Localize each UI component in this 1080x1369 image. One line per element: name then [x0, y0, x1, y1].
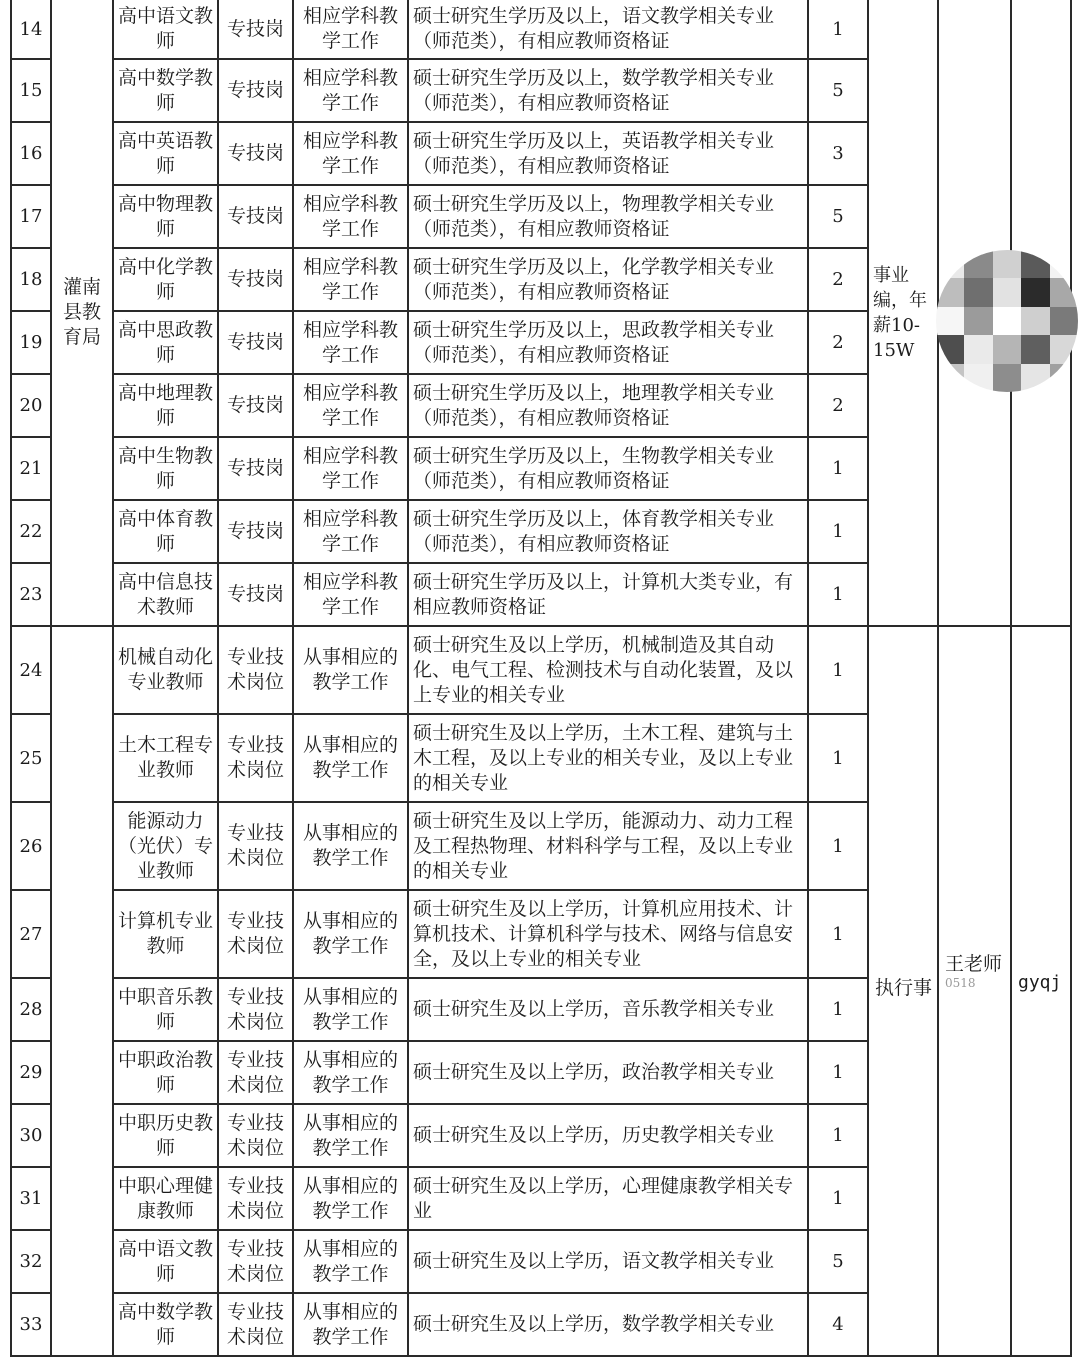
- position-title: 中职心理健康教师: [113, 1167, 218, 1230]
- position-title: 高中生物教师: [113, 437, 218, 500]
- position-title: 高中数学教师: [113, 59, 218, 122]
- position-title: 高中语文教师: [113, 0, 218, 59]
- post-type: 专业技术岗位: [218, 1041, 293, 1104]
- duty-description: 从事相应的教学工作: [293, 1293, 408, 1356]
- row-number: 24: [11, 626, 51, 714]
- requirements: 硕士研究生及以上学历，心理健康教学相关专业: [408, 1167, 808, 1230]
- blurred-qr-code: [936, 250, 1078, 392]
- row-number: 23: [11, 563, 51, 626]
- duty-description: 从事相应的教学工作: [293, 1167, 408, 1230]
- requirements: 硕士研究生学历及以上，英语教学相关专业（师范类），有相应教师资格证: [408, 122, 808, 185]
- post-type: 专业技术岗位: [218, 890, 293, 978]
- duty-description: 相应学科教学工作: [293, 500, 408, 563]
- row-number: 28: [11, 978, 51, 1041]
- post-type: 专技岗: [218, 122, 293, 185]
- contact-name: 王老师: [945, 953, 1003, 975]
- post-type: 专业技术岗位: [218, 802, 293, 890]
- row-number: 25: [11, 714, 51, 802]
- headcount: 1: [808, 0, 868, 59]
- headcount: 1: [808, 437, 868, 500]
- position-title: 计算机专业教师: [113, 890, 218, 978]
- exec-label: 执行事: [875, 977, 933, 999]
- row-number: 17: [11, 185, 51, 248]
- duty-description: 相应学科教学工作: [293, 248, 408, 311]
- requirements: 硕士研究生学历及以上，生物教学相关专业（师范类），有相应教师资格证: [408, 437, 808, 500]
- contact-cell: [938, 626, 1011, 1356]
- duty-description: 相应学科教学工作: [293, 122, 408, 185]
- post-type: 专技岗: [218, 374, 293, 437]
- requirements: 硕士研究生学历及以上，化学教学相关专业（师范类），有相应教师资格证: [408, 248, 808, 311]
- post-type: 专业技术岗位: [218, 714, 293, 802]
- row-number: 33: [11, 1293, 51, 1356]
- requirements: 硕士研究生及以上学历，政治教学相关专业: [408, 1041, 808, 1104]
- post-type: 专技岗: [218, 248, 293, 311]
- duty-description: 从事相应的教学工作: [293, 626, 408, 714]
- position-title: 中职政治教师: [113, 1041, 218, 1104]
- headcount: 3: [808, 122, 868, 185]
- position-title: 能源动力（光伏）专业教师: [113, 802, 218, 890]
- position-title: 中职音乐教师: [113, 978, 218, 1041]
- post-type: 专业技术岗位: [218, 978, 293, 1041]
- position-title: 高中思政教师: [113, 311, 218, 374]
- requirements: 硕士研究生及以上学历，计算机应用技术、计算机技术、计算机科学与技术、网络与信息安全，及以上专业的相关专业: [408, 890, 808, 978]
- position-title: 高中信息技术教师: [113, 563, 218, 626]
- headcount: 4: [808, 1293, 868, 1356]
- headcount: 1: [808, 626, 868, 714]
- post-type: 专技岗: [218, 437, 293, 500]
- headcount: 1: [808, 500, 868, 563]
- row-number: 22: [11, 500, 51, 563]
- headcount: 1: [808, 802, 868, 890]
- duty-description: 相应学科教学工作: [293, 563, 408, 626]
- requirements: 硕士研究生及以上学历，能源动力、动力工程及工程热物理、材料科学与工程，及以上专业的相关专业: [408, 802, 808, 890]
- position-title: 高中体育教师: [113, 500, 218, 563]
- row-number: 30: [11, 1104, 51, 1167]
- post-type: 专技岗: [218, 59, 293, 122]
- position-title: 高中化学教师: [113, 248, 218, 311]
- duty-description: 相应学科教学工作: [293, 0, 408, 59]
- headcount: 5: [808, 59, 868, 122]
- row-number: 27: [11, 890, 51, 978]
- row-number: 29: [11, 1041, 51, 1104]
- post-type: 专业技术岗位: [218, 626, 293, 714]
- recruitment-table: [10, 0, 1072, 1357]
- requirements: 硕士研究生学历及以上，计算机大类专业，有相应教师资格证: [408, 563, 808, 626]
- headcount: 5: [808, 185, 868, 248]
- post-type: 专技岗: [218, 0, 293, 59]
- position-title: 机械自动化专业教师: [113, 626, 218, 714]
- row-number: 32: [11, 1230, 51, 1293]
- row-number: 14: [11, 0, 51, 59]
- requirements: 硕士研究生学历及以上，数学教学相关专业（师范类），有相应教师资格证: [408, 59, 808, 122]
- duty-description: 相应学科教学工作: [293, 59, 408, 122]
- requirements: 硕士研究生及以上学历，机械制造及其自动化、电气工程、检测技术与自动化装置，及以上专业的相关专业: [408, 626, 808, 714]
- code-text: gyqj: [1018, 972, 1062, 993]
- duty-description: 从事相应的教学工作: [293, 714, 408, 802]
- headcount: 1: [808, 978, 868, 1041]
- duty-description: 相应学科教学工作: [293, 311, 408, 374]
- headcount: 2: [808, 248, 868, 311]
- row-number: 20: [11, 374, 51, 437]
- headcount: 5: [808, 1230, 868, 1293]
- post-type: 专业技术岗位: [218, 1167, 293, 1230]
- post-type: 专业技术岗位: [218, 1293, 293, 1356]
- headcount: 2: [808, 374, 868, 437]
- post-type: 专业技术岗位: [218, 1230, 293, 1293]
- code-cell: [1011, 626, 1071, 1356]
- requirements: 硕士研究生学历及以上，语文教学相关专业（师范类），有相应教师资格证: [408, 0, 808, 59]
- duty-description: 从事相应的教学工作: [293, 978, 408, 1041]
- headcount: 2: [808, 311, 868, 374]
- post-type: 专技岗: [218, 185, 293, 248]
- requirements: 硕士研究生及以上学历，历史教学相关专业: [408, 1104, 808, 1167]
- position-title: 高中数学教师: [113, 1293, 218, 1356]
- row-number: 19: [11, 311, 51, 374]
- requirements: 硕士研究生及以上学历，土木工程、建筑与土木工程，及以上专业的相关专业，及以上专业的相关专业: [408, 714, 808, 802]
- pay-note: 事业编，年薪10-15W: [868, 0, 938, 626]
- row-number: 18: [11, 248, 51, 311]
- row-number: 21: [11, 437, 51, 500]
- post-type: 专技岗: [218, 500, 293, 563]
- table-row: [11, 626, 1071, 714]
- row-number: 31: [11, 1167, 51, 1230]
- duty-description: 从事相应的教学工作: [293, 802, 408, 890]
- duty-description: 相应学科教学工作: [293, 374, 408, 437]
- post-type: 专技岗: [218, 311, 293, 374]
- department-cell-b: [51, 626, 113, 1356]
- duty-description: 相应学科教学工作: [293, 437, 408, 500]
- requirements: 硕士研究生学历及以上，体育教学相关专业（师范类），有相应教师资格证: [408, 500, 808, 563]
- table-row: [11, 0, 1071, 59]
- exec-cell: [868, 626, 938, 1356]
- requirements: 硕士研究生学历及以上，思政教学相关专业（师范类），有相应教师资格证: [408, 311, 808, 374]
- duty-description: 从事相应的教学工作: [293, 1104, 408, 1167]
- row-number: 15: [11, 59, 51, 122]
- department-cell: 灌南县教育局: [51, 0, 113, 626]
- row-number: 16: [11, 122, 51, 185]
- row-number: 26: [11, 802, 51, 890]
- requirements: 硕士研究生学历及以上，物理教学相关专业（师范类），有相应教师资格证: [408, 185, 808, 248]
- requirements: 硕士研究生学历及以上，地理教学相关专业（师范类），有相应教师资格证: [408, 374, 808, 437]
- duty-description: 相应学科教学工作: [293, 185, 408, 248]
- requirements: 硕士研究生及以上学历，语文教学相关专业: [408, 1230, 808, 1293]
- position-title: 土木工程专业教师: [113, 714, 218, 802]
- duty-description: 从事相应的教学工作: [293, 1230, 408, 1293]
- headcount: 1: [808, 563, 868, 626]
- headcount: 1: [808, 1167, 868, 1230]
- position-title: 高中英语教师: [113, 122, 218, 185]
- contact-phone: 0518: [945, 976, 976, 990]
- position-title: 高中语文教师: [113, 1230, 218, 1293]
- headcount: 1: [808, 1041, 868, 1104]
- requirements: 硕士研究生及以上学历，音乐教学相关专业: [408, 978, 808, 1041]
- headcount: 1: [808, 890, 868, 978]
- position-title: 高中地理教师: [113, 374, 218, 437]
- requirements: 硕士研究生及以上学历，数学教学相关专业: [408, 1293, 808, 1356]
- duty-description: 从事相应的教学工作: [293, 890, 408, 978]
- position-title: 高中物理教师: [113, 185, 218, 248]
- post-type: 专业技术岗位: [218, 1104, 293, 1167]
- duty-description: 从事相应的教学工作: [293, 1041, 408, 1104]
- headcount: 1: [808, 714, 868, 802]
- post-type: 专技岗: [218, 563, 293, 626]
- position-title: 中职历史教师: [113, 1104, 218, 1167]
- headcount: 1: [808, 1104, 868, 1167]
